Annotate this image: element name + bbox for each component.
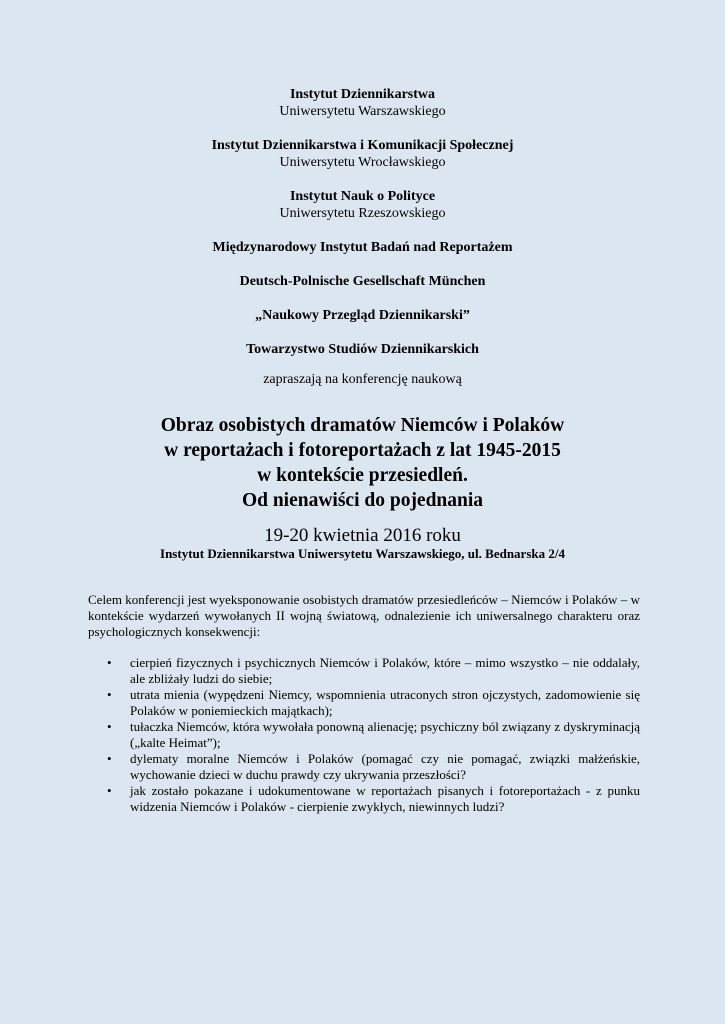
organizers-list — [0, 86, 725, 375]
list-item-text: utrata mienia (wypędzeni Niemcy, wspomnienia utraconych stron ojczystych, zadomowienie się Polaków w poniemieckich majątkach); — [130, 687, 640, 718]
bullet-icon: • — [107, 687, 112, 702]
invitation-line: zapraszają na konferencję naukową — [263, 372, 462, 387]
bullet-icon: • — [107, 719, 112, 734]
list-item-text: jak zostało pokazane i udokumentowane w reportażach pisanych i fotoreportażach - z punku widzenia Niemców i Polaków - cierpienie zwykłych, niewinnych ludzi? — [130, 783, 640, 814]
bullet-icon: • — [107, 783, 112, 798]
organizer-name: Instytut Dziennikarstwa — [289, 87, 436, 102]
organizer — [0, 341, 725, 358]
organizer-name: Deutsch-Polnische Gesellschaft München — [239, 274, 486, 289]
intro-paragraph: Celem konferencji jest wyeksponowanie osobistych dramatów przesiedleńców – Niemców i Polaków – w kontekście wydarzeń wywołanych II wojną światową, odnalezienie ich uniwersalnego charakteru oraz psychologicznych konsekwencji: — [88, 592, 640, 639]
organizer — [0, 239, 725, 256]
organizer-name: Towarzystwo Studiów Dziennikarskich — [246, 342, 479, 357]
title-line: w kontekście przesiedleń. — [257, 465, 468, 486]
conference-title — [0, 413, 725, 513]
organizer-name: „Naukowy Przegląd Dziennikarski” — [255, 308, 470, 323]
bullet-icon: • — [107, 655, 112, 670]
organizer — [0, 307, 725, 324]
organizer — [0, 86, 725, 120]
list-item-text: tułaczka Niemców, która wywołała ponowną alienację; psychiczny ból związany z dyskryminacją („kalte Heimat”); — [130, 719, 640, 750]
title-line: Obraz osobistych dramatów Niemców i Polaków — [160, 415, 565, 436]
organizer-name: Instytut Nauk o Polityce — [289, 189, 436, 204]
topics-list — [107, 655, 640, 815]
organizer-name: Międzynarodowy Instytut Badań nad Reportażem — [212, 240, 513, 255]
organizer-name: Instytut Dziennikarstwa i Komunikacji Społecznej — [211, 138, 514, 153]
organizer — [0, 137, 725, 171]
organizer — [0, 188, 725, 222]
organizer-university: Uniwersytetu Wrocławskiego — [279, 155, 446, 170]
list-item — [107, 783, 640, 815]
list-item — [107, 687, 640, 719]
title-line: Od nienawiści do pojednania — [241, 490, 484, 511]
conference-venue: Instytut Dziennikarstwa Uniwersytetu Warszawskiego, ul. Bednarska 2/4 — [160, 546, 565, 561]
list-item — [107, 751, 640, 783]
list-item — [107, 655, 640, 687]
conference-date: 19-20 kwietnia 2016 roku — [264, 525, 461, 546]
organizer — [0, 273, 725, 290]
organizer-university: Uniwersytetu Rzeszowskiego — [279, 206, 446, 221]
organizer-university: Uniwersytetu Warszawskiego — [279, 104, 446, 119]
bullet-icon: • — [107, 751, 112, 766]
list-item — [107, 719, 640, 751]
title-line: w reportażach i fotoreportażach z lat 1945-2015 — [164, 440, 561, 461]
list-item-text: dylematy moralne Niemców i Polaków (pomagać czy nie pomagać, związki małżeńskie, wychowanie dzieci w duchu prawdy czy ukrywania przeszłości? — [130, 751, 640, 782]
list-item-text: cierpień fizycznych i psychicznych Niemców i Polaków, które – mimo wszystko – nie oddalały, ale zbliżały ludzi do siebie; — [130, 655, 640, 686]
